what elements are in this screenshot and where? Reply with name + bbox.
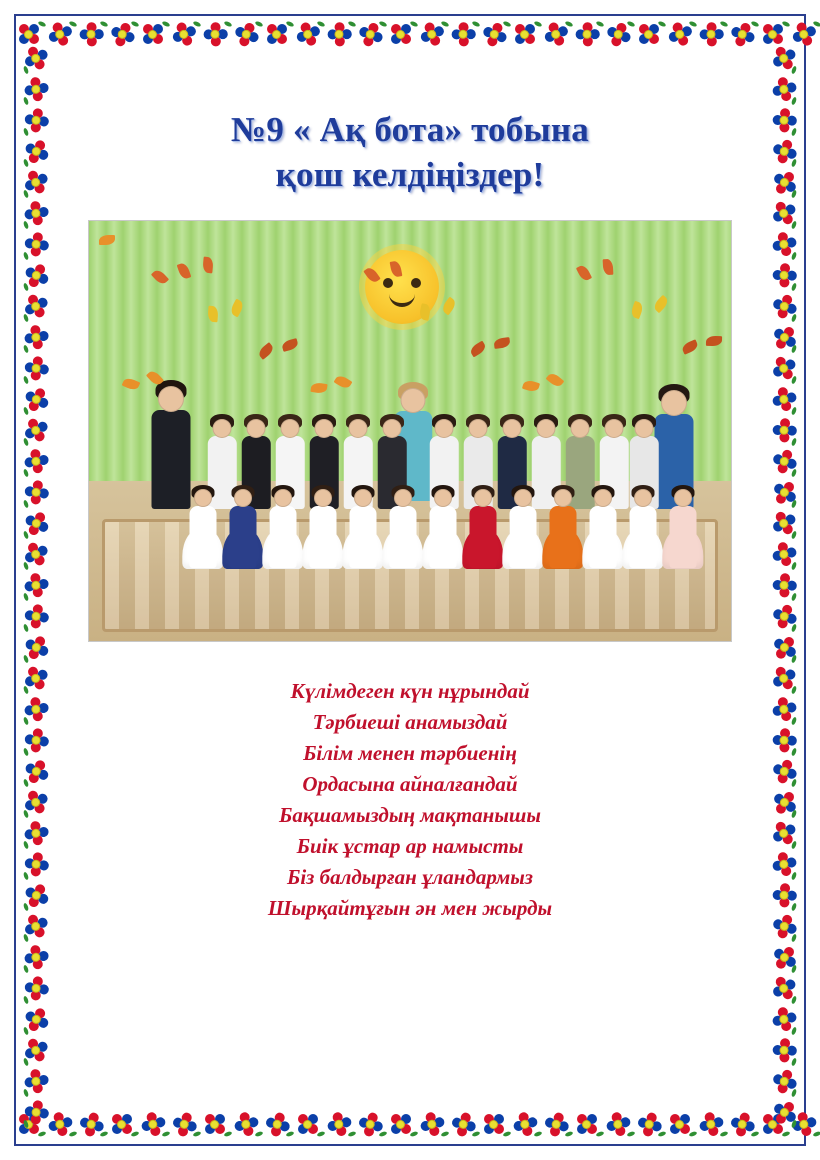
leaf-icon: [813, 20, 820, 27]
head: [234, 489, 252, 507]
head: [537, 419, 556, 438]
head: [661, 390, 687, 416]
head: [194, 489, 212, 507]
photo-child-front: [185, 485, 221, 569]
photo-child-front: [505, 485, 541, 569]
group-photo: [88, 220, 732, 642]
poem-line: Білім менен тәрбиенің: [303, 740, 517, 765]
photo-child-front: [265, 485, 301, 569]
body: [190, 506, 217, 568]
page-title: [62, 62, 758, 198]
head: [434, 489, 452, 507]
poem-block: [62, 676, 758, 925]
head: [554, 489, 572, 507]
head: [605, 419, 624, 438]
head: [594, 489, 612, 507]
body: [430, 506, 457, 568]
poem-line: Биік ұстар ар намысты: [296, 833, 524, 858]
head: [247, 419, 266, 438]
poem-line: Шырқайтұғын ән мен жырды: [267, 896, 553, 921]
head: [634, 489, 652, 507]
photo-child-front: [345, 485, 381, 569]
poem-line: Бақшамыздың мақтанышы: [279, 802, 541, 827]
head: [503, 419, 522, 438]
head: [514, 489, 532, 507]
poster-content: [62, 62, 758, 1098]
head: [571, 419, 590, 438]
photo-child-front: [585, 485, 621, 569]
photo-child-front: [305, 485, 341, 569]
head: [274, 489, 292, 507]
head: [394, 489, 412, 507]
head: [314, 489, 332, 507]
body: [310, 506, 337, 568]
head: [635, 419, 654, 438]
group-photo-scene: [89, 221, 731, 641]
head: [349, 419, 368, 438]
body: [390, 506, 417, 568]
body: [550, 506, 577, 568]
photo-child-front: [465, 485, 501, 569]
photo-child-front: [625, 485, 661, 569]
poem-line: Біз балдырған ұландармыз: [287, 865, 533, 890]
head: [474, 489, 492, 507]
photo-child-front: [425, 485, 461, 569]
body: [230, 506, 257, 568]
body: [630, 506, 657, 568]
photo-child-front: [665, 485, 701, 569]
head: [401, 388, 426, 413]
head: [281, 419, 300, 438]
body: [270, 506, 297, 568]
title-line-2: қош келдіңіздер!: [275, 154, 545, 194]
body: [590, 506, 617, 568]
leaf-icon: [813, 1131, 820, 1137]
body: [350, 506, 377, 568]
poem-line: Тәрбиеші анамыздай: [312, 709, 508, 734]
head: [315, 419, 334, 438]
poem-line: Ордасына айналғандай: [302, 771, 518, 796]
head: [674, 489, 692, 507]
title-line-1: №9 « Ақ бота» тобына: [230, 110, 590, 149]
body: [510, 506, 537, 568]
sun-mouth: [389, 291, 416, 307]
head: [213, 419, 232, 438]
photo-child-front: [385, 485, 421, 569]
photo-child-front: [225, 485, 261, 569]
body: [470, 506, 497, 568]
head: [435, 419, 454, 438]
photo-child-front: [545, 485, 581, 569]
head: [354, 489, 372, 507]
head: [383, 419, 402, 438]
body: [670, 506, 697, 568]
head: [158, 386, 184, 412]
head: [469, 419, 488, 438]
poem-line: Күлімдеген күн нұрындай: [290, 678, 530, 703]
